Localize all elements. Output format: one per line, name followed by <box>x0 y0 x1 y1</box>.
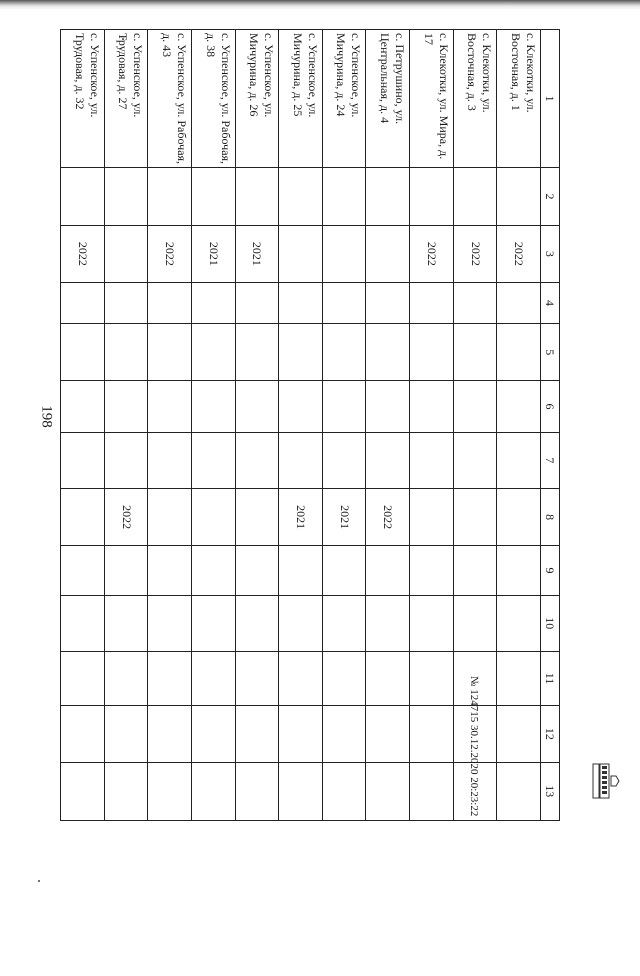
year-cell <box>453 168 497 225</box>
year-cell <box>235 283 279 324</box>
column-header: 11 <box>541 651 560 705</box>
address-cell: с. Клекотки, ул. Мира, д. 17 <box>410 30 454 168</box>
column-header: 5 <box>541 324 560 381</box>
year-cell <box>410 595 454 651</box>
year-cell <box>366 283 410 324</box>
address-cell: с. Петрушино, ул. Центральная, д. 4 <box>366 30 410 168</box>
year-cell <box>410 546 454 595</box>
year-cell <box>366 324 410 381</box>
year-cell <box>453 283 497 324</box>
year-cell <box>497 546 541 595</box>
table-row <box>322 30 366 821</box>
year-cell <box>235 546 279 595</box>
table-row <box>61 30 105 821</box>
year-cell <box>453 432 497 488</box>
year-cell: 2021 <box>322 488 366 545</box>
year-cell <box>410 488 454 545</box>
year-cell <box>104 381 148 432</box>
year-cell <box>322 651 366 705</box>
year-cell <box>192 283 236 324</box>
year-cell <box>366 546 410 595</box>
year-cell <box>192 651 236 705</box>
year-cell <box>235 651 279 705</box>
year-cell <box>192 168 236 225</box>
year-cell <box>410 762 454 820</box>
address-cell: с. Успенское, ул. Рабочая, д. 38 <box>192 30 236 168</box>
year-cell <box>322 283 366 324</box>
address-cell: с. Клекотки, ул. Восточная, д. 1 <box>497 30 541 168</box>
column-header: 6 <box>541 381 560 432</box>
year-cell <box>192 706 236 762</box>
year-cell <box>497 488 541 545</box>
year-cell <box>104 595 148 651</box>
year-cell: 2022 <box>148 225 192 282</box>
year-cell <box>453 324 497 381</box>
document-id: № 124715 30.12.2020 20:23:22 <box>468 676 480 817</box>
column-header: 7 <box>541 432 560 488</box>
year-cell <box>279 546 323 595</box>
year-cell <box>279 283 323 324</box>
electronic-signature-stamp <box>590 762 620 800</box>
year-cell <box>235 168 279 225</box>
year-cell <box>192 762 236 820</box>
year-cell <box>104 283 148 324</box>
table-row <box>192 30 236 821</box>
year-cell <box>279 432 323 488</box>
column-header: 13 <box>541 762 560 820</box>
year-cell <box>366 168 410 225</box>
table-row <box>410 30 454 821</box>
year-cell <box>148 595 192 651</box>
year-cell <box>235 595 279 651</box>
year-cell <box>322 706 366 762</box>
year-cell <box>279 595 323 651</box>
year-cell <box>410 706 454 762</box>
table-row <box>497 30 541 821</box>
address-cell: с. Успенское, ул. Трудовая, д. 27 <box>104 30 148 168</box>
column-header: 9 <box>541 546 560 595</box>
year-cell <box>497 324 541 381</box>
year-cell <box>497 762 541 820</box>
year-cell <box>148 283 192 324</box>
year-cell <box>61 324 105 381</box>
year-cell <box>104 706 148 762</box>
header-row <box>541 30 560 821</box>
year-cell <box>410 651 454 705</box>
year-cell <box>322 762 366 820</box>
year-cell <box>61 488 105 545</box>
year-cell <box>366 595 410 651</box>
year-cell <box>322 595 366 651</box>
year-cell <box>366 381 410 432</box>
year-cell <box>104 324 148 381</box>
year-cell <box>104 432 148 488</box>
year-cell <box>104 762 148 820</box>
year-cell <box>192 432 236 488</box>
year-cell <box>322 381 366 432</box>
year-cell: 2022 <box>453 225 497 282</box>
year-cell <box>148 546 192 595</box>
year-cell: 2022 <box>497 225 541 282</box>
column-header: 2 <box>541 168 560 225</box>
year-cell <box>192 546 236 595</box>
year-cell <box>366 762 410 820</box>
year-cell: 2022 <box>366 488 410 545</box>
year-cell <box>61 651 105 705</box>
year-cell <box>192 595 236 651</box>
year-cell <box>279 324 323 381</box>
year-cell <box>410 432 454 488</box>
table-row <box>148 30 192 821</box>
year-cell <box>279 225 323 282</box>
year-cell <box>322 546 366 595</box>
year-cell <box>61 168 105 225</box>
year-cell <box>235 762 279 820</box>
year-cell <box>104 225 148 282</box>
year-cell: 2022 <box>410 225 454 282</box>
year-cell <box>104 168 148 225</box>
year-cell <box>497 706 541 762</box>
year-cell <box>322 324 366 381</box>
year-cell <box>279 651 323 705</box>
year-cell <box>61 762 105 820</box>
year-cell <box>410 324 454 381</box>
table-row <box>104 30 148 821</box>
year-cell <box>192 324 236 381</box>
year-cell <box>235 324 279 381</box>
year-cell <box>366 432 410 488</box>
year-cell <box>235 706 279 762</box>
address-cell: с. Успенское, ул. Трудовая, д. 32 <box>61 30 105 168</box>
year-cell <box>279 168 323 225</box>
year-cell <box>235 381 279 432</box>
table-row <box>235 30 279 821</box>
year-cell <box>410 168 454 225</box>
year-cell <box>192 381 236 432</box>
year-cell <box>279 706 323 762</box>
year-cell <box>410 381 454 432</box>
address-cell: с. Успенское, ул. Рабочая, д. 43 <box>148 30 192 168</box>
year-cell <box>453 595 497 651</box>
year-cell <box>61 381 105 432</box>
year-cell: 2022 <box>104 488 148 545</box>
year-cell <box>104 546 148 595</box>
table-row <box>366 30 410 821</box>
year-cell <box>497 651 541 705</box>
year-cell: 2021 <box>279 488 323 545</box>
table-row <box>279 30 323 821</box>
year-cell <box>61 283 105 324</box>
address-cell: с. Успенское, ул. Мичурина, д. 26 <box>235 30 279 168</box>
scan-edge-shadow <box>0 0 640 10</box>
year-cell <box>148 324 192 381</box>
year-cell <box>148 488 192 545</box>
address-cell: с. Клекотки, ул. Восточная, д. 3 <box>453 30 497 168</box>
year-cell <box>322 225 366 282</box>
address-cell: с. Успенское, ул. Мичурина, д. 24 <box>322 30 366 168</box>
year-cell <box>453 546 497 595</box>
year-cell <box>148 651 192 705</box>
rotated-table-container <box>60 29 560 821</box>
year-cell: 2021 <box>235 225 279 282</box>
year-cell <box>148 706 192 762</box>
year-cell <box>279 381 323 432</box>
schedule-table <box>60 29 560 821</box>
year-cell <box>148 762 192 820</box>
year-cell <box>148 381 192 432</box>
column-header: 4 <box>541 283 560 324</box>
year-cell <box>235 432 279 488</box>
address-cell: с. Успенское, ул. Мичурина, д. 25 <box>279 30 323 168</box>
year-cell <box>497 595 541 651</box>
column-header: 10 <box>541 595 560 651</box>
year-cell <box>104 651 148 705</box>
year-cell: 2021 <box>192 225 236 282</box>
year-cell <box>61 546 105 595</box>
year-cell <box>61 432 105 488</box>
page-number: 198 <box>38 405 55 428</box>
year-cell <box>148 168 192 225</box>
year-cell <box>235 488 279 545</box>
year-cell: 2022 <box>61 225 105 282</box>
year-cell <box>148 432 192 488</box>
column-header: 1 <box>541 30 560 168</box>
year-cell <box>192 488 236 545</box>
column-header: 12 <box>541 706 560 762</box>
year-cell <box>279 762 323 820</box>
column-header: 8 <box>541 488 560 545</box>
year-cell <box>366 651 410 705</box>
year-cell <box>366 706 410 762</box>
year-cell <box>322 432 366 488</box>
year-cell <box>453 488 497 545</box>
year-cell <box>366 225 410 282</box>
year-cell <box>322 168 366 225</box>
year-cell <box>497 381 541 432</box>
year-cell <box>61 706 105 762</box>
column-header: 3 <box>541 225 560 282</box>
year-cell <box>497 283 541 324</box>
year-cell <box>497 432 541 488</box>
scan-speck <box>38 880 40 882</box>
year-cell <box>497 168 541 225</box>
year-cell <box>61 595 105 651</box>
year-cell <box>453 381 497 432</box>
year-cell <box>410 283 454 324</box>
